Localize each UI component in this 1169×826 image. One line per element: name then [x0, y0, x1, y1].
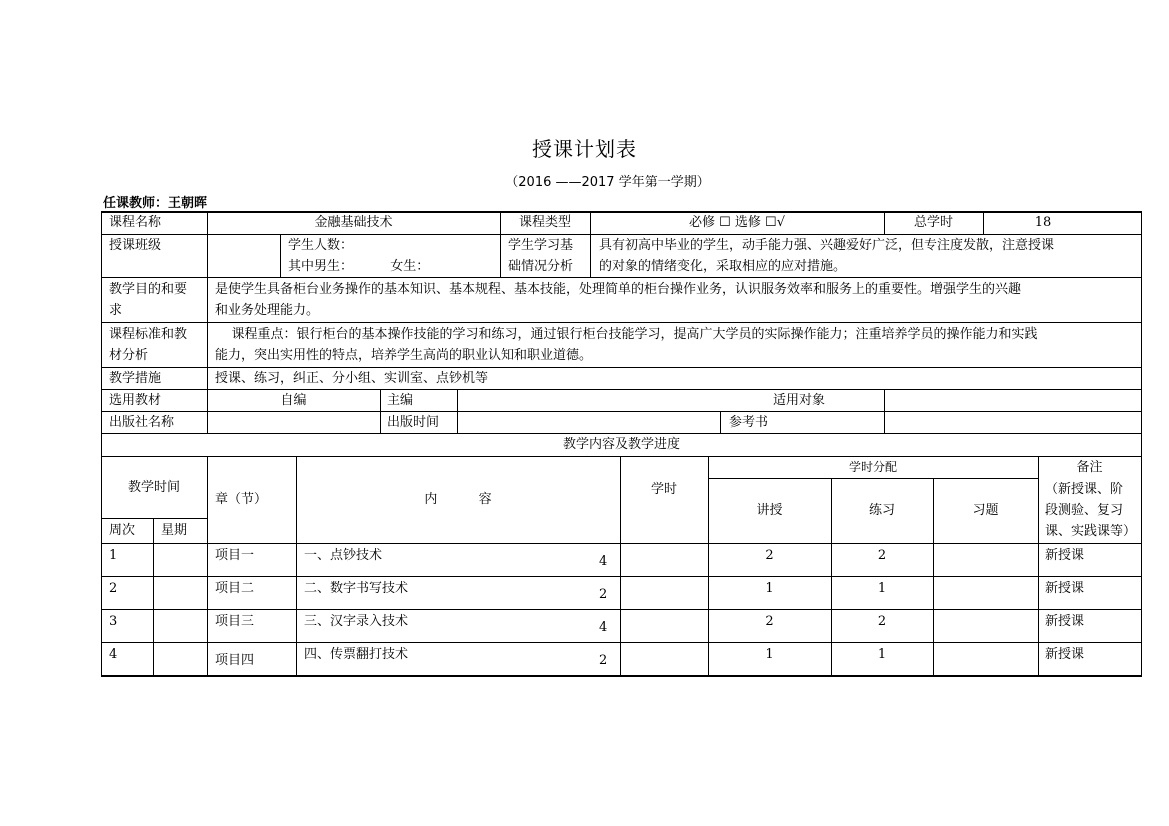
- term-subtitle: （2016 ——2017 学年第一学期）: [505, 175, 710, 190]
- remark-header-line2: （新授课、阶: [1045, 482, 1124, 497]
- editor-label: 主编: [387, 393, 414, 408]
- distribution-header: 学时分配: [848, 460, 897, 474]
- basis-label: 学生学习基: [508, 238, 574, 253]
- pubtime-label: 出版时间: [387, 415, 440, 430]
- remark-cell: 新授课: [1045, 581, 1085, 596]
- total-hours-label: 总学时: [913, 215, 953, 230]
- class-label: 授课班级: [109, 238, 162, 253]
- chapter-cell: 项目二: [215, 581, 255, 596]
- remark-header: 备注: [1076, 460, 1103, 475]
- practice-cell: 2: [877, 548, 887, 563]
- lecture-cell: 1: [765, 581, 774, 596]
- measures-text: 授课、练习，纠正、分小组、实训室、点钞机等: [215, 371, 489, 386]
- hours-cell: 4: [599, 620, 608, 635]
- page-title: 授课计划表: [532, 137, 637, 161]
- remark-cell: 新授课: [1045, 614, 1085, 629]
- week-cell: 2: [109, 581, 118, 596]
- remark-cell: 新授课: [1045, 548, 1085, 563]
- lecture-header: 讲授: [756, 503, 783, 518]
- standard-text: 课程重点：银行柜台的基本操作技能的学习和练习，通过银行柜台技能学习，提高广大学员的实际操作能力；注重培养学员的操作能力和实践: [215, 327, 1038, 342]
- standard-label: 课程标准和教: [109, 327, 188, 342]
- goal-label-cont: 求: [109, 303, 123, 318]
- content-cell: 一、点钞技术: [304, 548, 383, 563]
- content-cell: 二、数字书写技术: [304, 581, 409, 596]
- lecture-cell: 2: [765, 614, 774, 629]
- remark-cell: 新授课: [1045, 647, 1085, 662]
- hours-header: 学时: [650, 482, 677, 497]
- teaching-time-header: 教学时间: [127, 480, 180, 495]
- basis-text: 具有初高中毕业的学生，动手能力强、兴趣爱好广泛，但专注度发散，注意授课: [599, 238, 1055, 253]
- goal-text-cont: 和业务处理能力。: [215, 303, 320, 318]
- week-cell: 4: [109, 647, 118, 662]
- course-type-value: 必修 ☐ 选修 ☐√: [689, 215, 785, 230]
- basis-label-cont: 础情况分析: [508, 259, 574, 274]
- audience-label: 适用对象: [773, 393, 826, 408]
- week-cell: 1: [109, 548, 118, 563]
- chapter-cell: 项目一: [215, 548, 255, 563]
- week-cell: 3: [109, 614, 118, 629]
- remark-header-line3: 段测验、复习: [1045, 503, 1124, 518]
- chapter-header: 章（节）: [215, 492, 268, 507]
- lecture-cell: 1: [765, 647, 774, 662]
- goal-label: 教学目的和要: [109, 282, 188, 297]
- reference-label: 参考书: [729, 415, 769, 430]
- remark-header-line4: 课、实践课等）: [1045, 524, 1137, 539]
- goal-text: 是使学生具备柜台业务操作的基本知识、基本规程、基本技能，处理简单的柜台操作业务，认识服务效率和服务上的重要性。增强学生的兴趣: [215, 282, 1022, 297]
- standard-text-cont: 能力，突出实用性的特点，培养学生高尚的职业认知和职业道德。: [215, 348, 593, 363]
- chapter-cell: 项目三: [215, 614, 255, 629]
- day-header: 星期: [161, 523, 188, 538]
- content-header: 内 容: [424, 492, 492, 507]
- textbook-label: 选用教材: [109, 393, 162, 408]
- practice-header: 练习: [868, 503, 895, 518]
- content-cell: 四、传票翻打技术: [304, 647, 409, 662]
- section-title: 教学内容及教学进度: [562, 437, 680, 452]
- course-name-value: 金融基础技术: [314, 215, 393, 230]
- basis-text-cont: 的对象的情绪变化，采取相应的应对措施。: [599, 259, 847, 274]
- chapter-cell: 项目四: [215, 653, 255, 668]
- gender-count: 其中男生： 女生：: [288, 259, 430, 274]
- student-count: 学生人数：: [288, 238, 354, 253]
- course-type-label: 课程类型: [518, 215, 571, 230]
- measures-label: 教学措施: [109, 371, 162, 386]
- hours-cell: 2: [599, 587, 608, 602]
- publisher-label: 出版社名称: [109, 415, 175, 430]
- total-hours-value: 18: [1034, 215, 1052, 230]
- week-header: 周次: [109, 523, 136, 538]
- teacher-name: 任课教师：王朝晖: [103, 196, 208, 211]
- content-cell: 三、汉字录入技术: [304, 614, 409, 629]
- standard-label-cont: 材分析: [109, 348, 149, 363]
- hours-cell: 4: [599, 554, 608, 569]
- course-name-label: 课程名称: [109, 215, 162, 230]
- hours-cell: 2: [599, 653, 608, 668]
- practice-cell: 2: [877, 614, 887, 629]
- lecture-cell: 2: [765, 548, 774, 563]
- textbook-value: 自编: [280, 393, 307, 408]
- practice-cell: 1: [877, 581, 887, 596]
- practice-cell: 1: [877, 647, 887, 662]
- exercise-header: 习题: [972, 503, 999, 518]
